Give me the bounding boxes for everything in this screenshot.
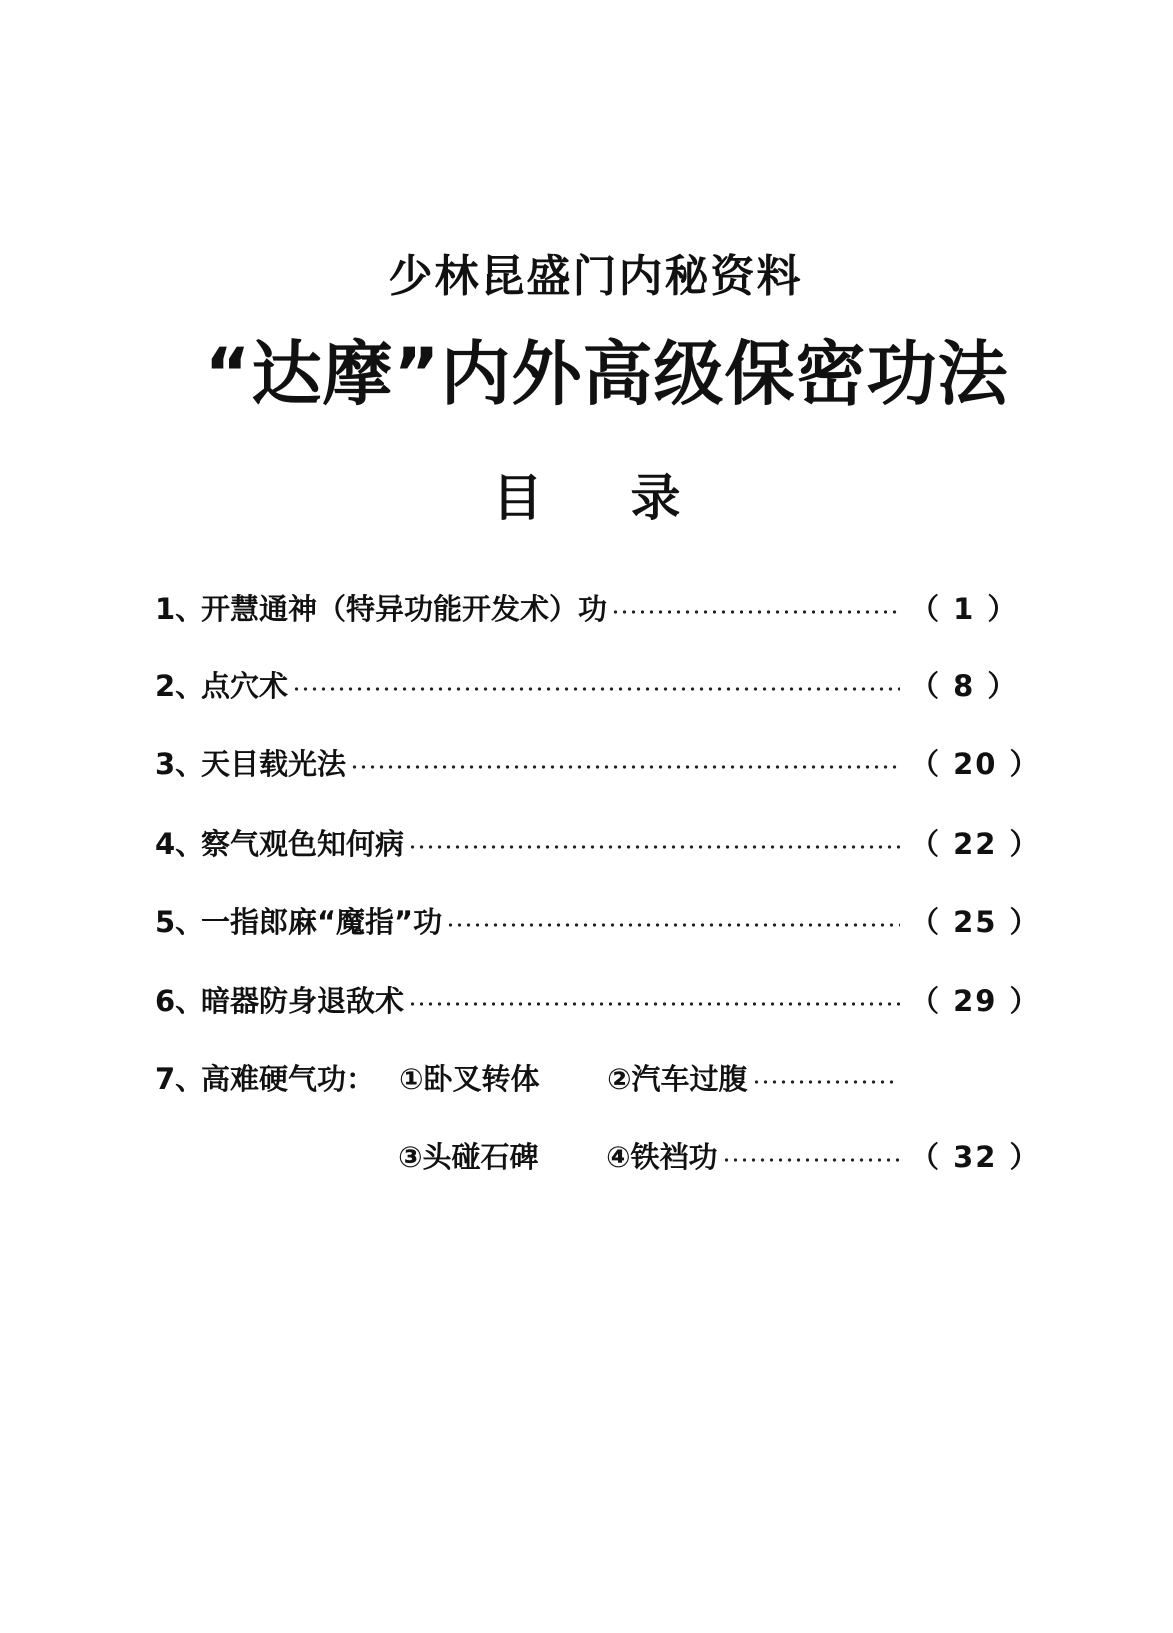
dot-leader (408, 1001, 900, 1007)
dot-leader (611, 609, 900, 615)
toc-entry-title: 暗器防身退敌术 (201, 983, 405, 1018)
toc-entry-title: 天目载光法 (201, 746, 347, 781)
toc-entry-page: （ 25 ） (910, 904, 1041, 939)
toc-heading (0, 458, 1173, 530)
toc-entry-number: 6、 (155, 983, 205, 1018)
toc-entry-title: 一指郎麻“魔指”功 (201, 904, 443, 939)
toc-entry-title: 高难硬气功： (201, 1061, 376, 1096)
dot-leader (446, 922, 900, 928)
toc-entry-title: 察气观色知何病 (201, 826, 405, 861)
toc-entry-number: 4、 (155, 826, 205, 861)
toc-entry-page: （ 29 ） (910, 983, 1041, 1018)
toc-entry (155, 977, 1041, 1021)
toc-entry-7-line-2 (398, 1133, 1041, 1177)
toc-entry-page: （ 8 ） (910, 668, 1019, 703)
toc-entry (155, 585, 1019, 629)
toc-entry-page: （ 20 ） (910, 746, 1041, 781)
toc-entry-number: 1、 (155, 591, 205, 626)
dot-leader (350, 764, 900, 770)
toc-entry-number: 5、 (155, 904, 205, 939)
toc-entry (155, 898, 1041, 942)
toc-subitem: ④铁裆功 (606, 1139, 718, 1174)
toc-entry-number: 2、 (155, 668, 205, 703)
toc-entry-title: 开慧通神（特异功能开发术）功 (201, 591, 608, 626)
toc-entry (155, 820, 1041, 864)
dot-leader (722, 1157, 900, 1163)
toc-subitem: ③头碰石碑 (398, 1139, 539, 1174)
dot-leader (752, 1079, 895, 1085)
toc-subitem: ②汽车过腹 (607, 1061, 748, 1096)
toc-heading-left: 目 (492, 469, 543, 527)
toc-entry-7-line-1 (155, 1055, 905, 1099)
toc-entry-title: 点穴术 (201, 668, 289, 703)
toc-entry-number: 7、 (155, 1061, 205, 1096)
toc-entry-number: 3、 (155, 746, 205, 781)
document-title: “达摩”内外高级保密功法 (204, 333, 1009, 415)
dot-leader (292, 686, 900, 692)
toc-entry-page: （ 1 ） (910, 591, 1019, 626)
toc-entry-page: （ 32 ） (910, 1139, 1041, 1174)
toc-heading-right: 录 (630, 469, 681, 527)
dot-leader (408, 844, 900, 850)
toc-entry (155, 740, 1041, 784)
toc-entry-page: （ 22 ） (910, 826, 1041, 861)
toc-subitem: ①卧叉转体 (399, 1061, 540, 1096)
toc-entry (155, 662, 1019, 706)
document-subtitle: 少林昆盛门内秘资料 (388, 251, 803, 302)
